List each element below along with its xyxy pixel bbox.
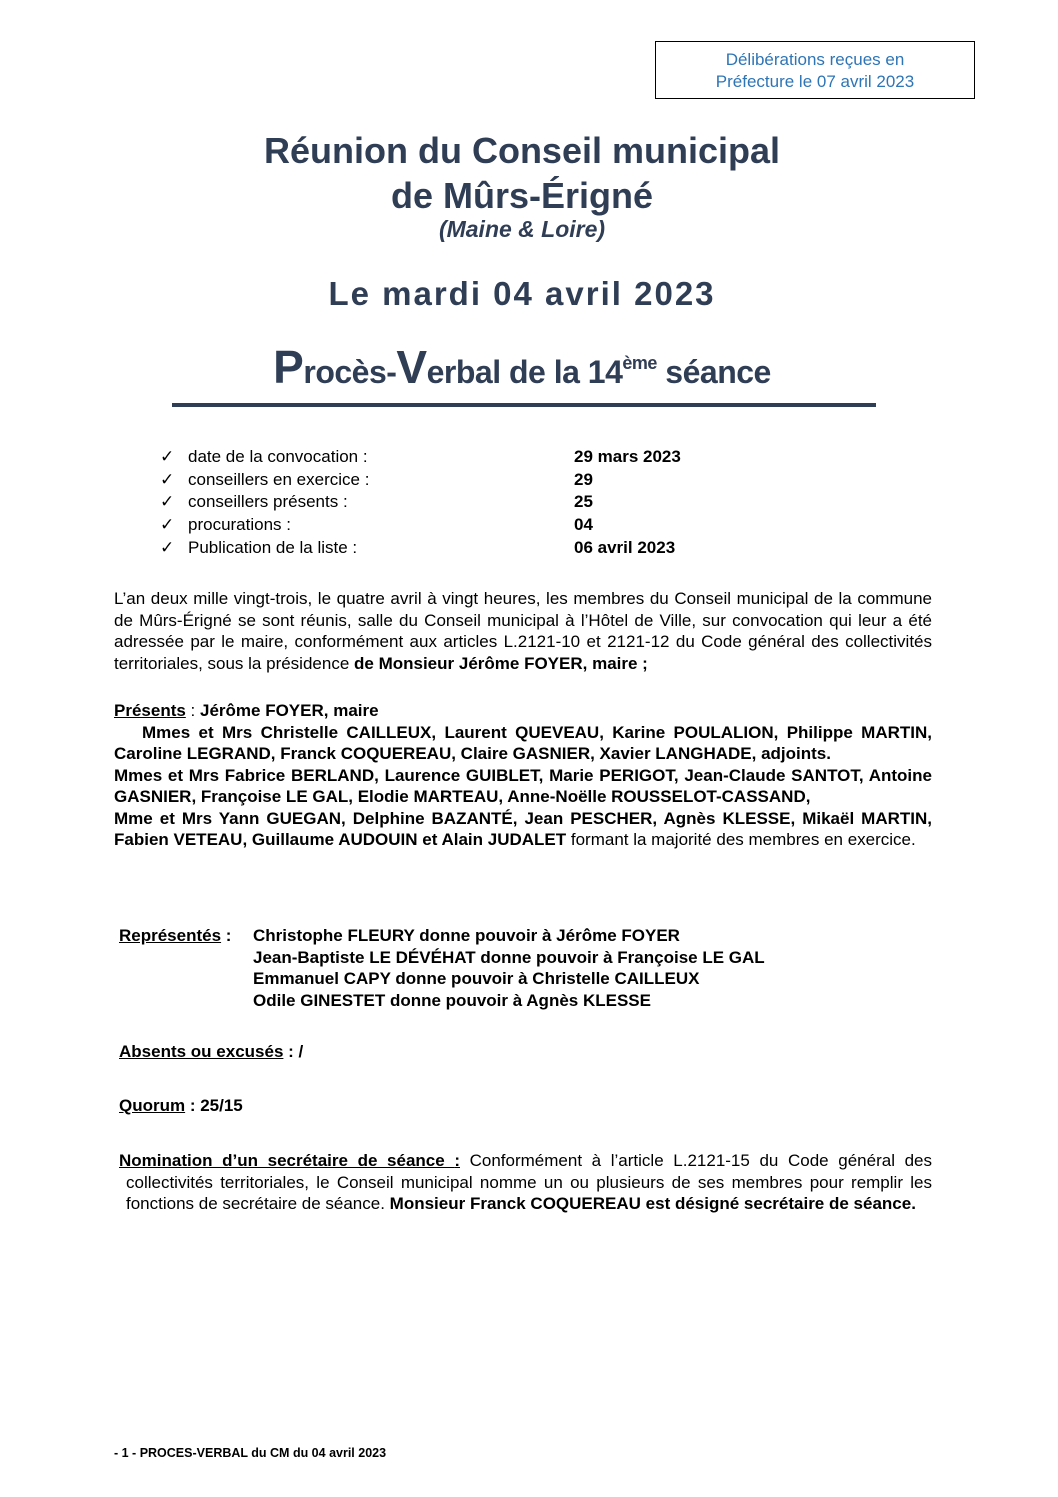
nomination-secretary: Monsieur Franck COQUEREAU est désigné secrétaire de séance.	[389, 1194, 916, 1213]
presents-group-2: Mmes et Mrs Fabrice BERLAND, Laurence GUIBLET, Marie PERIGOT, Jean-Claude SANTOT, Antoine GASNIER, Françoise LE GAL, Elodie MARTEAU, Anne-Noëlle ROUSSELOT-CASSAND,	[114, 765, 932, 806]
pv-text-3: séance	[656, 354, 771, 390]
info-label: conseillers présents :	[188, 492, 348, 512]
info-value: 29 mars 2023	[574, 447, 681, 466]
info-value: 29	[574, 469, 593, 489]
proces-verbal-title	[0, 340, 1044, 394]
checkmark-icon: ✓	[160, 469, 175, 489]
title-divider	[172, 403, 876, 407]
nomination-line-1	[119, 1150, 932, 1172]
info-value: 25	[574, 492, 593, 512]
info-row	[160, 538, 760, 561]
nomination-section	[119, 1150, 932, 1215]
info-label: date de la convocation :	[188, 447, 368, 466]
pv-superscript: ème	[622, 353, 657, 373]
checkmark-icon: ✓	[160, 537, 175, 557]
quorum-line	[119, 1096, 243, 1116]
nomination-text-rest	[119, 1172, 932, 1215]
checkmark-icon: ✓	[160, 515, 175, 535]
subtitle: (Maine & Loire)	[438, 216, 606, 242]
meeting-info-list	[160, 447, 760, 560]
presents-line-maire	[114, 700, 932, 722]
presents-group-3-rest: formant la majorité des membres en exercice.	[566, 830, 916, 849]
represented-list	[253, 925, 765, 1011]
info-label: Publication de la liste :	[188, 537, 358, 557]
presents-section	[114, 700, 932, 851]
checkmark-icon: ✓	[160, 447, 175, 466]
info-row	[160, 447, 760, 470]
checkmark-icon: ✓	[160, 492, 175, 512]
intro-text: L’an deux mille vingt-trois, le quatre avril à vingt heures, les membres du Conseil municipal de la commune de Mûrs-Érigné se sont réunis, salle du Conseil municipal à l’Hôtel de Ville, sur convocation qui leur a été adressée par le maire, conformément aux articles L.2121-10 et 2121-12 du Code général des collectivités territoriales, sous la présidence	[114, 589, 932, 673]
meeting-date: Le mardi 04 avril 2023	[328, 275, 716, 312]
presents-label: Présents	[114, 701, 186, 720]
stamp-line-2: Préfecture le 07 avril 2023	[715, 72, 915, 91]
absents-value: : /	[283, 1042, 304, 1061]
info-row	[160, 515, 760, 538]
absents-line	[119, 1042, 303, 1062]
nomination-text-1: Conformément à l’article L.2121-15 du Code général des	[460, 1151, 933, 1170]
title-line-2: de Mûrs-Érigné	[390, 175, 654, 216]
represented-item: Emmanuel CAPY donne pouvoir à Christelle CAILLEUX	[253, 969, 700, 988]
pv-initial-v: V	[396, 341, 427, 393]
nomination-label: Nomination d’un secrétaire de séance	[119, 1151, 455, 1170]
presents-group-3	[114, 808, 932, 851]
absents-label: Absents ou excusés	[119, 1042, 284, 1061]
pv-initial-p: P	[273, 341, 304, 393]
info-row	[160, 470, 760, 493]
represented-item: Christophe FLEURY donne pouvoir à Jérôme FOYER	[253, 926, 680, 945]
represented-label-line	[119, 925, 231, 947]
info-value: 06 avril 2023	[574, 537, 676, 557]
represented-label: Représentés	[119, 926, 222, 945]
represented-item: Jean-Baptiste LE DÉVÉHAT donne pouvoir à Françoise LE GAL	[253, 947, 765, 967]
info-value: 04	[574, 515, 593, 535]
presents-sep: :	[185, 701, 200, 720]
quorum-label: Quorum	[119, 1096, 186, 1115]
pv-text-1: rocès-	[303, 354, 397, 390]
stamp-line-1: Délibérations reçues en	[725, 50, 905, 69]
pv-text-2: erbal de la 14	[426, 354, 623, 390]
info-row	[160, 492, 760, 515]
presents-adjoints: Mmes et Mrs Christelle CAILLEUX, Laurent QUEVEAU, Karine POULALION, Philippe MARTIN, Caroline LEGRAND, Franck COQUEREAU, Claire GASNIER, Xavier LANGHADE, adjoints.	[114, 722, 932, 763]
quorum-value: : 25/15	[185, 1096, 243, 1115]
represented-sep: :	[221, 926, 232, 945]
info-label: conseillers en exercice :	[188, 469, 370, 489]
title-line-1: Réunion du Conseil municipal	[263, 130, 781, 171]
info-label: procurations :	[188, 515, 291, 535]
represented-item: Odile GINESTET donne pouvoir à Agnès KLESSE	[253, 990, 651, 1010]
nomination-text-2: collectivités territoriales, le Conseil municipal nomme un ou plusieurs de ses membres pour remplir les fonctions de secrétaire de séance.	[126, 1172, 932, 1213]
intro-paragraph	[114, 588, 932, 674]
prefecture-stamp	[655, 41, 975, 99]
nomination-colon: :	[454, 1151, 460, 1170]
page-footer: - 1 - PROCES-VERBAL du CM du 04 avril 2023	[114, 1446, 387, 1460]
presents-maire: Jérôme FOYER, maire	[200, 701, 379, 720]
presents-group-3-names: Mme et Mrs Yann GUEGAN, Delphine BAZANTÉ, Jean PESCHER, Agnès KLESSE, Mikaël MARTIN, Fabien VETEAU, Guillaume AUDOUIN et Alain JUDALET	[114, 808, 932, 849]
intro-president: de Monsieur Jérôme FOYER, maire ;	[354, 653, 648, 673]
